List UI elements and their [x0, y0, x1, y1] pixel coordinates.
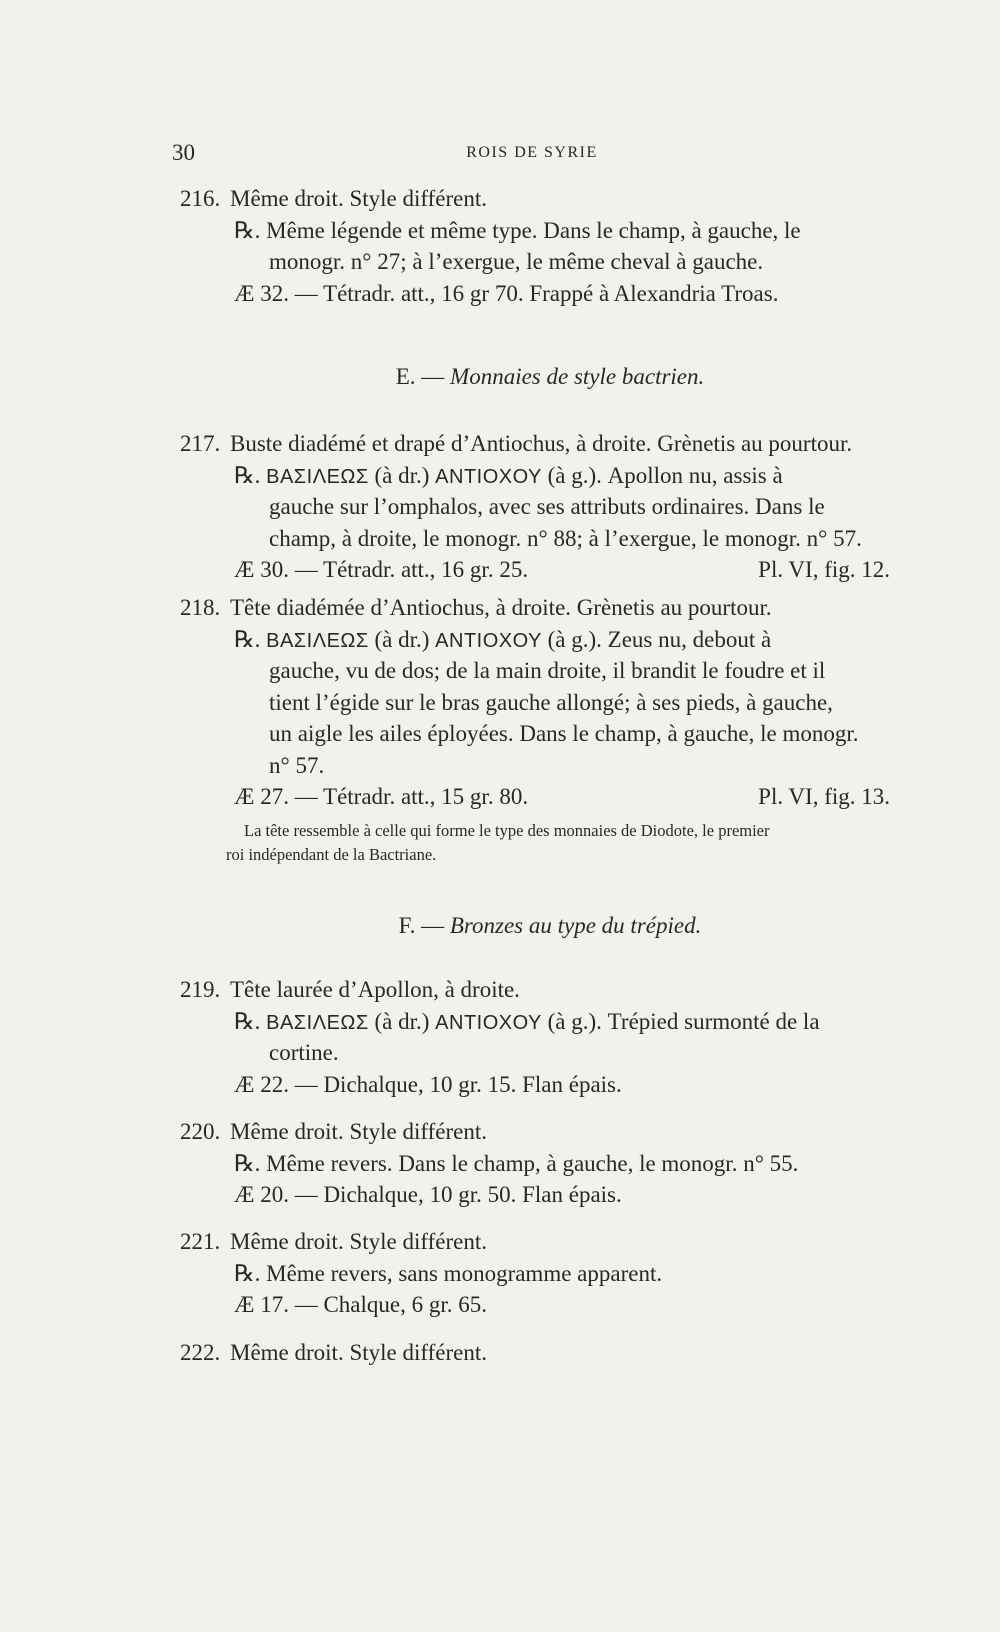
- reverse-line: ℞. ΒΑΣΙΛΕΩΣ (à dr.) ΑΝΤΙΟΧΟΥ (à g.). Trépied surmonté de la: [234, 1008, 820, 1034]
- reverse-line: ℞. Même revers, sans monogramme apparent.: [234, 1260, 663, 1286]
- entry-line: gauche sur l’omphalos, avec ses attributs ordinaires. Dans le: [269, 494, 825, 519]
- reverse-line: ℞. ΒΑΣΙΛΕΩΣ (à dr.) ΑΝΤΙΟΧΟΥ (à g.). Apollon nu, assis à: [234, 462, 783, 488]
- entry-222: [180, 1337, 920, 1369]
- entry-line: gauche, vu de dos; de la main droite, il brandit le foudre et il: [269, 658, 826, 683]
- greek-legend: ΒΑΣΙΛΕΩΣ: [266, 465, 369, 488]
- reverse-line: ℞. Même revers. Dans le champ, à gauche, le monogr. n° 55.: [234, 1150, 799, 1176]
- metrology-line: Æ 30. — Tétradr. att., 16 gr. 25. Pl. VI, fig. 12.: [180, 554, 890, 586]
- running-head: [172, 140, 892, 170]
- metrology-line: Æ 32. — Tétradr. att., 16 gr 70. Frappé à Alexandria Troas.: [234, 280, 779, 306]
- entry-line: 221. Même droit. Style différent.: [180, 1226, 920, 1258]
- entry-216: [180, 183, 920, 309]
- greek-legend: ΑΝΤΙΟΧΟΥ: [435, 629, 542, 652]
- plate-reference: Pl. VI, fig. 12.: [758, 557, 890, 582]
- reverse-line: ℞. ΒΑΣΙΛΕΩΣ (à dr.) ΑΝΤΙΟΧΟΥ (à g.). Zeus nu, debout à: [234, 626, 772, 652]
- metrology-line: Æ 22. — Dichalque, 10 gr. 15. Flan épais.: [234, 1071, 622, 1097]
- greek-legend: ΒΑΣΙΛΕΩΣ: [266, 629, 369, 652]
- entry-220: [180, 1116, 920, 1211]
- entry-221: [180, 1226, 920, 1321]
- entry-217: [180, 428, 920, 586]
- section-heading-e: E. — Monnaies de style bactrien.: [395, 364, 705, 389]
- entry-line: monogr. n° 27; à l’exergue, le même cheval à gauche.: [269, 249, 764, 274]
- entry-line: 219. Tête laurée d’Apollon, à droite.: [180, 974, 920, 1006]
- metrology-line: Æ 20. — Dichalque, 10 gr. 50. Flan épais.: [234, 1182, 622, 1207]
- entry-line: champ, à droite, le monogr. n° 88; à l’exergue, le monogr. n° 57.: [269, 525, 862, 551]
- greek-legend: ΑΝΤΙΟΧΟΥ: [435, 1011, 542, 1034]
- entry-line: 220. Même droit. Style différent.: [180, 1116, 920, 1148]
- greek-legend: ΑΝΤΙΟΧΟΥ: [435, 465, 542, 488]
- reverse-line: ℞. Même légende et même type. Dans le champ, à gauche, le: [234, 217, 801, 243]
- entry-line: n° 57.: [269, 752, 325, 778]
- page-number: 30: [172, 140, 195, 165]
- entry-line: 216. Même droit. Style différent.: [180, 183, 920, 215]
- entry-number: 219.: [180, 977, 221, 1002]
- section-heading-f: F. — Bronzes au type du trépied.: [398, 913, 702, 938]
- entry-number: 222.: [180, 1340, 221, 1365]
- running-title: ROIS DE SYRIE: [466, 144, 598, 161]
- greek-legend: ΒΑΣΙΛΕΩΣ: [266, 1011, 369, 1034]
- entry-number: 217.: [180, 431, 221, 456]
- entry-line: 218. Tête diadémée d’Antiochus, à droite. Grènetis au pourtour.: [180, 592, 920, 624]
- plate-reference: Pl. VI, fig. 13.: [758, 784, 890, 809]
- entry-number: 220.: [180, 1119, 221, 1144]
- entry-line: cortine.: [269, 1040, 339, 1065]
- entry-number: 218.: [180, 595, 221, 620]
- entry-number: 216.: [180, 186, 221, 211]
- entry-line: un aigle les ailes éployées. Dans le champ, à gauche, le monogr.: [269, 721, 859, 746]
- entry-219: [180, 974, 920, 1100]
- entry-line: 217. Buste diadémé et drapé d’Antiochus, à droite. Grènetis au pourtour.: [180, 428, 920, 460]
- entry-218: [180, 592, 920, 813]
- entry-line: tient l’égide sur le bras gauche allongé; à ses pieds, à gauche,: [269, 689, 833, 715]
- metrology-line: Æ 17. — Chalque, 6 gr. 65.: [234, 1292, 487, 1317]
- footnote: La tête ressemble à celle qui forme le type des monnaies de Diodote, le premier roi indépendant de la Bactriane.: [226, 821, 770, 864]
- metrology-line: Æ 27. — Tétradr. att., 15 gr. 80. Pl. VI, fig. 13.: [180, 781, 890, 813]
- entry-number: 221.: [180, 1229, 221, 1254]
- entry-line: 222. Même droit. Style différent.: [180, 1337, 920, 1369]
